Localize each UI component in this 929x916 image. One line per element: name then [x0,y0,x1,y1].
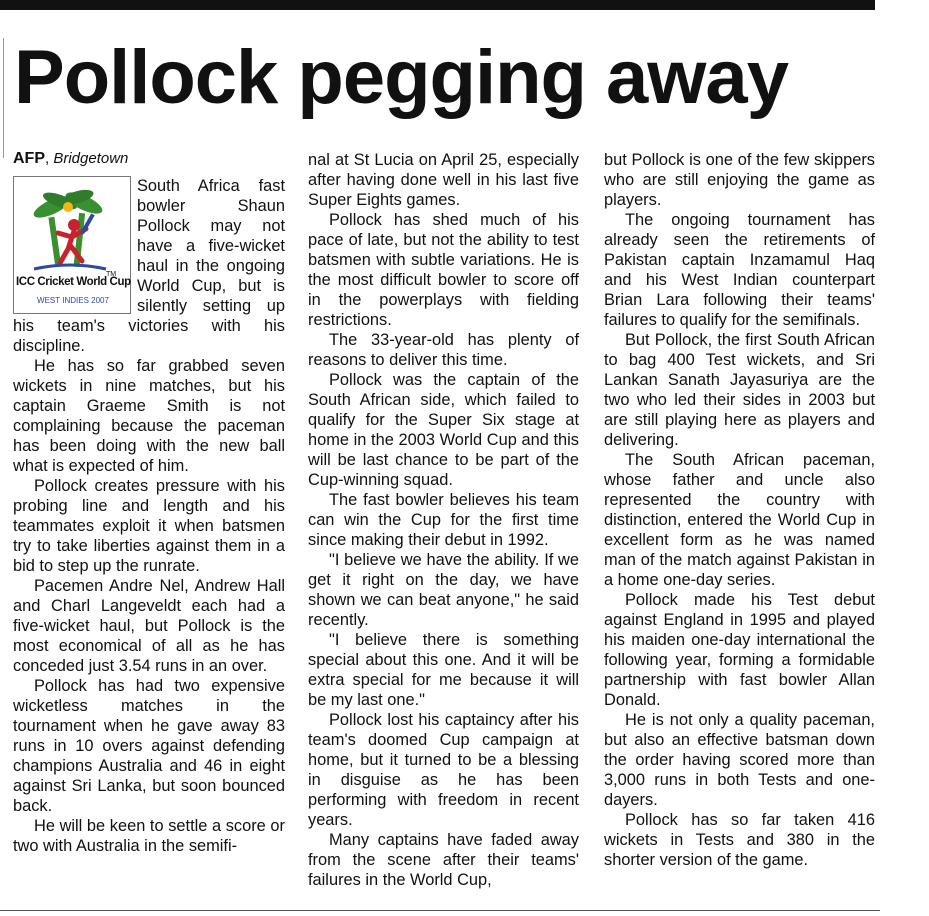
byline-place: Bridgetown [53,150,129,167]
article-paragraph: The 33-year-old has plenty of reasons to deliver this time. [308,331,579,369]
column-1 [13,150,285,856]
article-paragraph: Pollock has shed much of his pace of late, but not the ability to test batsmen with subtle variations. He is the most difficult bowler to score off in the powerplays with fielding restrictions. [308,211,579,329]
world-cup-logo [13,176,131,314]
palm-tree-cricketer-icon [30,183,110,275]
logo-title: ICC Cricket World Cup [16,276,131,288]
logo-trademark: TM [106,271,117,278]
article-paragraph: "I believe there is something special about this one. And it will be extra special for me because it will be my last one." [308,631,579,709]
article-paragraph: The South African paceman, whose father and uncle also represented the country with distinction, entered the World Cup in excellent form as he was named man of the match against Pakistan in a home one-day series. [604,451,875,589]
article-paragraph: nal at St Lucia on April 25, especially after having done well in his last five Super Eights games. [308,151,579,209]
article-paragraph: Pollock lost his captaincy after his team's doomed Cup campaign at home, but it turned to be a blessing in disguise as he has been performing with freedom in recent years. [308,711,579,829]
article-paragraph: But Pollock, the first South African to bag 400 Test wickets, and Sri Lankan Sanath Jayasuriya are the two who led their sides in 2003 but are still playing here as players and delivering. [604,331,875,449]
headline: Pollock pegging away [14,35,788,120]
article-paragraph: The fast bowler believes his team can win the Cup for the first time since making their debut in 1992. [308,491,579,549]
article-paragraph: He will be keen to settle a score or two with Australia in the semifi- [13,817,285,855]
article-paragraph: Pollock made his Test debut against England in 1995 and played his maiden one-day international the following year, forming a formidable partnership with fast bowler Allan Donald. [604,591,875,709]
article-paragraph: Many captains have faded away from the scene after their teams' failures in the World Cup, [308,831,579,889]
byline-agency: AFP [13,150,45,167]
article-paragraph: Pollock has so far taken 416 wickets in Tests and 380 in the shorter version of the game. [604,811,875,869]
column-2 [308,150,579,890]
left-margin-rule [3,38,4,158]
top-rule [0,0,875,10]
byline: AFP, Bridgetown [13,150,129,167]
article-paragraph: Pollock creates pressure with his probing line and length and his teammates exploit it when batsmen try to take liberties against them in a bid to step up the runrate. [13,477,285,575]
article-paragraph: He has so far grabbed seven wickets in nine matches, but his captain Graeme Smith is not complaining because the paceman has been doing with the new ball what is expected of him. [13,357,285,475]
article-paragraph: but Pollock is one of the few skippers who are still enjoying the game as players. [604,151,875,209]
article-paragraph: Pacemen Andre Nel, Andrew Hall and Charl Langeveldt each had a five-wicket haul, but Pollock is the most economical of all as he has conceded just 3.54 runs in an over. [13,577,285,675]
logo-subtitle: WEST INDIES 2007 [37,296,109,305]
bottom-rule [0,910,880,911]
article-paragraph: South Africa fast bowler Shaun Pollock may not have a five-wicket haul in the ongoing World Cup, but is silently setting up his team's victories with his discipline. [13,177,285,355]
article-paragraph: Pollock was the captain of the South African side, which failed to qualify for the Super Six stage at home in the 2003 World Cup and this will be last chance to be part of the Cup-winning squad. [308,371,579,489]
column-3 [604,150,875,870]
article-paragraph: He is not only a quality paceman, but also an effective batsman down the order having scored more than 3,000 runs in both Tests and one-dayers. [604,711,875,809]
article-paragraph: The ongoing tournament has already seen the retirements of Pakistan captain Inzamamul Haq and his West Indian counterpart Brian Lara following their teams' failures to qualify for the semifinals. [604,211,875,329]
article-paragraph: "I believe we have the ability. If we get it right on the day, we have shown we can beat anyone," he said recently. [308,551,579,629]
article-paragraph: Pollock has had two expensive wicketless matches in the tournament when he gave away 83 runs in 10 overs against defending champions Australia and 46 in eight against Sri Lanka, but soon bounced back. [13,677,285,815]
